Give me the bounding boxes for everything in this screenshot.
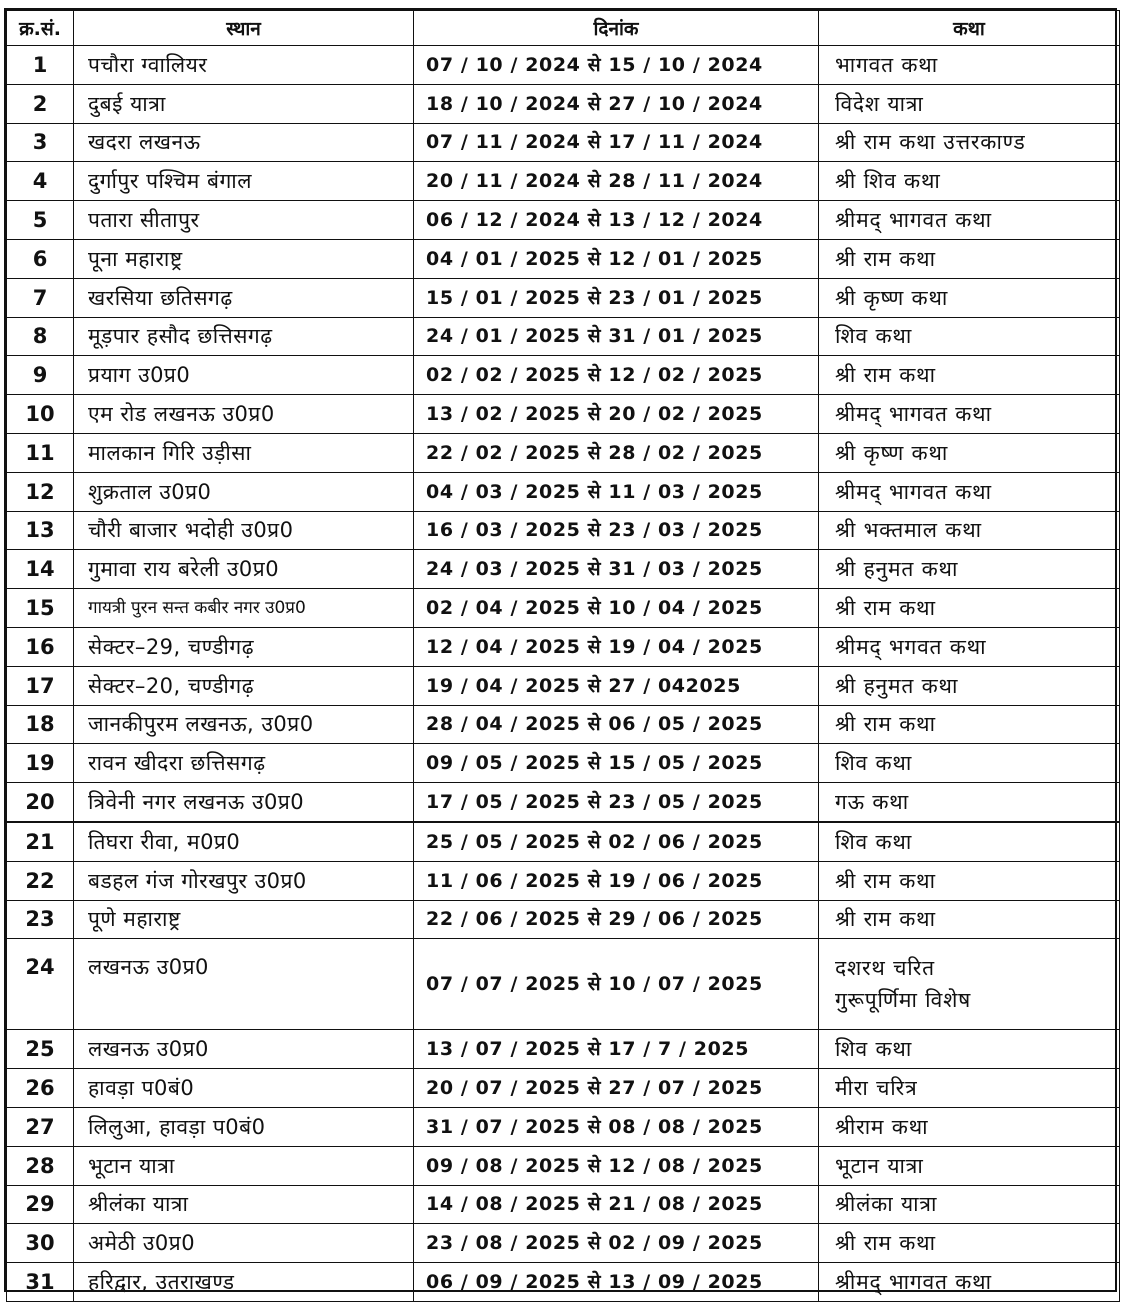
date-range-cell: 25 / 05 / 2025 से 02 / 06 / 2025 — [414, 822, 819, 861]
place-cell: शुक्रताल उ0प्र0 — [74, 472, 414, 511]
date-range-cell: 11 / 06 / 2025 से 19 / 06 / 2025 — [414, 861, 819, 900]
katha-cell: श्रीमद् भागवत कथा — [819, 472, 1120, 511]
serial-number-cell: 8 — [7, 317, 74, 356]
date-range-cell: 22 / 02 / 2025 से 28 / 02 / 2025 — [414, 433, 819, 472]
serial-number-cell: 10 — [7, 395, 74, 434]
serial-number-cell: 22 — [7, 861, 74, 900]
table-row — [7, 433, 1120, 472]
place-cell: हावड़ा प0बं0 — [74, 1069, 414, 1108]
table-row — [7, 783, 1120, 822]
serial-number-cell: 18 — [7, 705, 74, 744]
place-cell: लखनऊ उ0प्र0 — [74, 939, 414, 1030]
serial-number-cell: 21 — [7, 822, 74, 861]
place-cell: चौरी बाजार भदोही उ0प्र0 — [74, 511, 414, 550]
katha-line: दशरथ चरित — [835, 956, 935, 981]
date-range-cell: 12 / 04 / 2025 से 19 / 04 / 2025 — [414, 627, 819, 666]
date-range-cell: 07 / 10 / 2024 से 15 / 10 / 2024 — [414, 46, 819, 85]
table-row — [7, 744, 1120, 783]
serial-number-cell: 20 — [7, 783, 74, 822]
place-cell: लिलुआ, हावड़ा प0बं0 — [74, 1107, 414, 1146]
serial-number-cell: 14 — [7, 550, 74, 589]
table-row — [7, 278, 1120, 317]
table-row — [7, 666, 1120, 705]
katha-cell: श्री भक्तमाल कथा — [819, 511, 1120, 550]
place-cell: प्रयाग उ0प्र0 — [74, 356, 414, 395]
katha-cell: मीरा चरित्र — [819, 1069, 1120, 1108]
place-cell: रावन खीदरा छत्तिसगढ़ — [74, 744, 414, 783]
place-cell: अमेठी उ0प्र0 — [74, 1224, 414, 1263]
place-cell: पचौरा ग्वालियर — [74, 46, 414, 85]
table-row — [7, 822, 1120, 861]
date-range-cell: 20 / 07 / 2025 से 27 / 07 / 2025 — [414, 1069, 819, 1108]
table-body — [7, 46, 1120, 1302]
place-cell: बडहल गंज गोरखपुर उ0प्र0 — [74, 861, 414, 900]
table-row — [7, 1146, 1120, 1185]
place-cell: सेक्टर–29, चण्डीगढ़ — [74, 627, 414, 666]
table-row — [7, 939, 1120, 1030]
date-range-cell: 07 / 07 / 2025 से 10 / 07 / 2025 — [414, 939, 819, 1030]
serial-number-cell: 25 — [7, 1030, 74, 1069]
katha-cell: शिव कथा — [819, 1030, 1120, 1069]
table-row — [7, 511, 1120, 550]
date-range-cell: 23 / 08 / 2025 से 02 / 09 / 2025 — [414, 1224, 819, 1263]
table-row — [7, 84, 1120, 123]
header-katha: कथा — [819, 11, 1120, 46]
table-row — [7, 627, 1120, 666]
table-row — [7, 317, 1120, 356]
place-cell: लखनऊ उ0प्र0 — [74, 1030, 414, 1069]
date-range-cell: 14 / 08 / 2025 से 21 / 08 / 2025 — [414, 1185, 819, 1224]
katha-cell: शिव कथा — [819, 744, 1120, 783]
date-range-cell: 06 / 12 / 2024 से 13 / 12 / 2024 — [414, 201, 819, 240]
place-cell: तिघरा रीवा, म0प्र0 — [74, 822, 414, 861]
place-cell: त्रिवेनी नगर लखनऊ उ0प्र0 — [74, 783, 414, 822]
place-cell: पूणे महाराष्ट्र — [74, 900, 414, 939]
table-row — [7, 201, 1120, 240]
serial-number-cell: 15 — [7, 589, 74, 628]
date-range-cell: 17 / 05 / 2025 से 23 / 05 / 2025 — [414, 783, 819, 822]
date-range-cell: 24 / 01 / 2025 से 31 / 01 / 2025 — [414, 317, 819, 356]
place-cell: खदरा लखनऊ — [74, 123, 414, 162]
place-cell: एम रोड लखनऊ उ0प्र0 — [74, 395, 414, 434]
katha-cell: श्रीलंका यात्रा — [819, 1185, 1120, 1224]
date-range-cell: 22 / 06 / 2025 से 29 / 06 / 2025 — [414, 900, 819, 939]
place-cell: मूड़पार हसौद छत्तिसगढ़ — [74, 317, 414, 356]
table-row — [7, 395, 1120, 434]
katha-cell: श्री राम कथा — [819, 861, 1120, 900]
date-range-cell: 31 / 07 / 2025 से 08 / 08 / 2025 — [414, 1107, 819, 1146]
place-cell: जानकीपुरम लखनऊ, उ0प्र0 — [74, 705, 414, 744]
serial-number-cell: 26 — [7, 1069, 74, 1108]
date-range-cell: 13 / 07 / 2025 से 17 / 7 / 2025 — [414, 1030, 819, 1069]
table-row — [7, 550, 1120, 589]
serial-number-cell: 16 — [7, 627, 74, 666]
katha-cell: श्रीमद् भगवत कथा — [819, 627, 1120, 666]
katha-cell: श्री राम कथा — [819, 589, 1120, 628]
serial-number-cell: 3 — [7, 123, 74, 162]
katha-cell: श्री राम कथा उत्तरकाण्ड — [819, 123, 1120, 162]
katha-cell: श्री कृष्ण कथा — [819, 433, 1120, 472]
place-cell: खरसिया छतिसगढ़ — [74, 278, 414, 317]
table-row — [7, 1107, 1120, 1146]
place-cell: सेक्टर–20, चण्डीगढ़ — [74, 666, 414, 705]
katha-cell — [819, 939, 1120, 1030]
katha-cell: शिव कथा — [819, 317, 1120, 356]
place-cell: दुर्गापुर पश्चिम बंगाल — [74, 162, 414, 201]
table-row — [7, 356, 1120, 395]
schedule-document — [4, 8, 1117, 1292]
katha-cell: भागवत कथा — [819, 46, 1120, 85]
place-cell: श्रीलंका यात्रा — [74, 1185, 414, 1224]
header-serial-number: क्र.सं. — [7, 11, 74, 46]
table-row — [7, 1185, 1120, 1224]
date-range-cell: 18 / 10 / 2024 से 27 / 10 / 2024 — [414, 84, 819, 123]
date-range-cell: 09 / 05 / 2025 से 15 / 05 / 2025 — [414, 744, 819, 783]
date-range-cell: 13 / 02 / 2025 से 20 / 02 / 2025 — [414, 395, 819, 434]
place-cell: दुबई यात्रा — [74, 84, 414, 123]
date-range-cell: 19 / 04 / 2025 से 27 / 042025 — [414, 666, 819, 705]
table-row — [7, 589, 1120, 628]
katha-cell: गऊ कथा — [819, 783, 1120, 822]
katha-cell: श्रीराम कथा — [819, 1107, 1120, 1146]
date-range-cell: 09 / 08 / 2025 से 12 / 08 / 2025 — [414, 1146, 819, 1185]
table-row — [7, 861, 1120, 900]
serial-number-cell: 9 — [7, 356, 74, 395]
serial-number-cell: 17 — [7, 666, 74, 705]
table-row — [7, 1224, 1120, 1263]
katha-cell: विदेश यात्रा — [819, 84, 1120, 123]
place-cell: गुमावा राय बरेली उ0प्र0 — [74, 550, 414, 589]
place-cell: पूना महाराष्ट्र — [74, 239, 414, 278]
serial-number-cell: 11 — [7, 433, 74, 472]
serial-number-cell: 4 — [7, 162, 74, 201]
date-range-cell: 04 / 01 / 2025 से 12 / 01 / 2025 — [414, 239, 819, 278]
katha-cell: श्रीमद् भागवत कथा — [819, 201, 1120, 240]
table-row — [7, 1069, 1120, 1108]
katha-cell: श्री राम कथा — [819, 705, 1120, 744]
serial-number-cell: 5 — [7, 201, 74, 240]
serial-number-cell: 6 — [7, 239, 74, 278]
katha-cell: श्री राम कथा — [819, 900, 1120, 939]
place-cell: हरिद्वार, उतराखण्ड — [74, 1263, 414, 1302]
serial-number-cell: 1 — [7, 46, 74, 85]
table-row — [7, 1030, 1120, 1069]
serial-number-cell: 28 — [7, 1146, 74, 1185]
serial-number-cell: 2 — [7, 84, 74, 123]
katha-schedule-table — [6, 10, 1120, 1302]
date-range-cell: 16 / 03 / 2025 से 23 / 03 / 2025 — [414, 511, 819, 550]
date-range-cell: 20 / 11 / 2024 से 28 / 11 / 2024 — [414, 162, 819, 201]
date-range-cell: 28 / 04 / 2025 से 06 / 05 / 2025 — [414, 705, 819, 744]
date-range-cell: 04 / 03 / 2025 से 11 / 03 / 2025 — [414, 472, 819, 511]
katha-cell: श्री कृष्ण कथा — [819, 278, 1120, 317]
serial-number-cell: 29 — [7, 1185, 74, 1224]
place-cell: भूटान यात्रा — [74, 1146, 414, 1185]
table-row — [7, 123, 1120, 162]
table-row — [7, 162, 1120, 201]
table-row — [7, 46, 1120, 85]
table-row — [7, 472, 1120, 511]
table-header-row — [7, 11, 1120, 46]
date-range-cell: 02 / 02 / 2025 से 12 / 02 / 2025 — [414, 356, 819, 395]
katha-cell: शिव कथा — [819, 822, 1120, 861]
table-row — [7, 705, 1120, 744]
katha-cell: श्री शिव कथा — [819, 162, 1120, 201]
katha-cell: श्री राम कथा — [819, 239, 1120, 278]
date-range-cell: 02 / 04 / 2025 से 10 / 04 / 2025 — [414, 589, 819, 628]
serial-number-cell: 19 — [7, 744, 74, 783]
place-cell: पतारा सीतापुर — [74, 201, 414, 240]
serial-number-cell: 24 — [7, 939, 74, 1030]
table-row — [7, 1263, 1120, 1302]
katha-cell: श्री हनुमत कथा — [819, 550, 1120, 589]
header-date: दिनांक — [414, 11, 819, 46]
serial-number-cell: 23 — [7, 900, 74, 939]
header-place: स्थान — [74, 11, 414, 46]
serial-number-cell: 13 — [7, 511, 74, 550]
date-range-cell: 24 / 03 / 2025 से 31 / 03 / 2025 — [414, 550, 819, 589]
date-range-cell: 07 / 11 / 2024 से 17 / 11 / 2024 — [414, 123, 819, 162]
place-cell: गायत्री पुरन सन्त कबीर नगर उ0प्र0 — [74, 589, 414, 628]
katha-cell: भूटान यात्रा — [819, 1146, 1120, 1185]
katha-cell: श्री हनुमत कथा — [819, 666, 1120, 705]
date-range-cell: 15 / 01 / 2025 से 23 / 01 / 2025 — [414, 278, 819, 317]
serial-number-cell: 30 — [7, 1224, 74, 1263]
katha-cell: श्रीमद् भागवत कथा — [819, 395, 1120, 434]
katha-cell: श्रीमद् भागवत कथा — [819, 1263, 1120, 1302]
serial-number-cell: 31 — [7, 1263, 74, 1302]
place-cell: मालकान गिरि उड़ीसा — [74, 433, 414, 472]
serial-number-cell: 7 — [7, 278, 74, 317]
katha-cell: श्री राम कथा — [819, 356, 1120, 395]
table-row — [7, 900, 1120, 939]
katha-line: गुरूपूर्णिमा विशेष — [835, 988, 972, 1013]
katha-cell: श्री राम कथा — [819, 1224, 1120, 1263]
table-row — [7, 239, 1120, 278]
serial-number-cell: 12 — [7, 472, 74, 511]
date-range-cell: 06 / 09 / 2025 से 13 / 09 / 2025 — [414, 1263, 819, 1302]
serial-number-cell: 27 — [7, 1107, 74, 1146]
